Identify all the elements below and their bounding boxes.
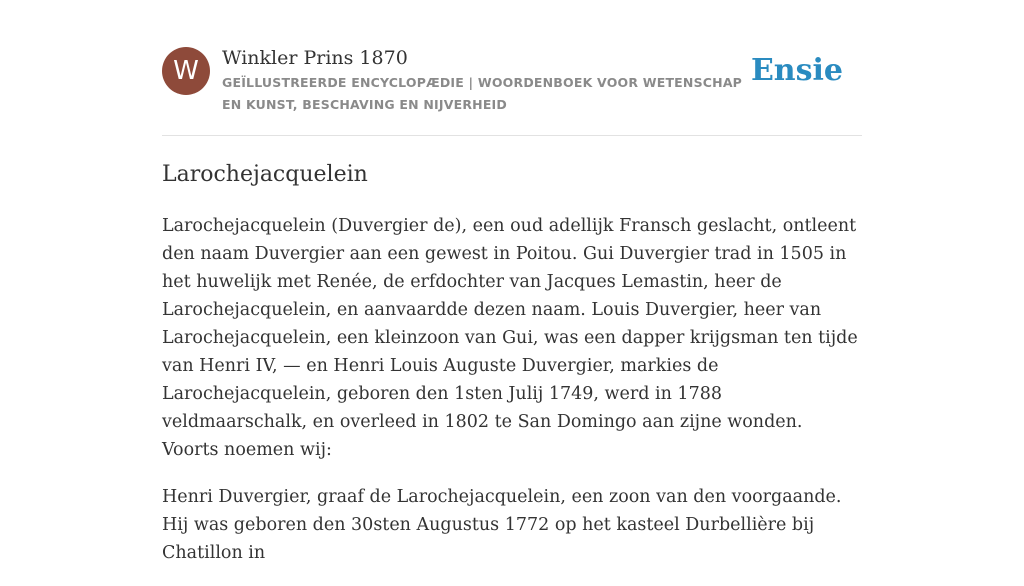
article-body (162, 212, 864, 586)
source-header (162, 46, 862, 116)
source-subtitle: GEÏLLUSTREERDE ENCYCLOPÆDIE | WOORDENBOEK VOOR WETENSCHAP EN KUNST, BESCHAVING EN NIJVERHEID (222, 75, 743, 112)
header-divider (162, 135, 862, 136)
article-paragraph: Larochejacquelein (Duvergier de), een oud adellijk Fransch geslacht, ontleent den naam Duvergier aan een gewest in Poitou. Gui Duvergier trad in 1505 in het huwelijk met Renée, de erfdochter van Jacques Lemastin, heer de Larochejacquelein, en aanvaardde dezen naam. Louis Duvergier, heer van Larochejacquelein, een kleinzoon van Gui, was een dapper krijgsman ten tijde van Henri IV, — en Henri Louis Auguste Duvergier, markies de Larochejacquelein, geboren den 1sten Julij 1749, werd in 1788 veldmaarschalk, en overleed in 1802 te San Domingo aan zijne wonden. Voorts noemen wij: (162, 216, 858, 460)
article-paragraph: Henri Duvergier, graaf de Larochejacquelein, een zoon van den voorgaande. Hij was geboren den 30sten Augustus 1772 op het kasteel Durbellière bij Chatillon in (162, 487, 842, 563)
ensie-logo-link[interactable]: Ensie (750, 53, 843, 88)
article-title: Larochejacquelein (162, 162, 368, 187)
source-title-link[interactable]: Winkler Prins 1870 (222, 47, 408, 69)
source-avatar[interactable]: W (162, 47, 210, 95)
page (162, 0, 862, 563)
